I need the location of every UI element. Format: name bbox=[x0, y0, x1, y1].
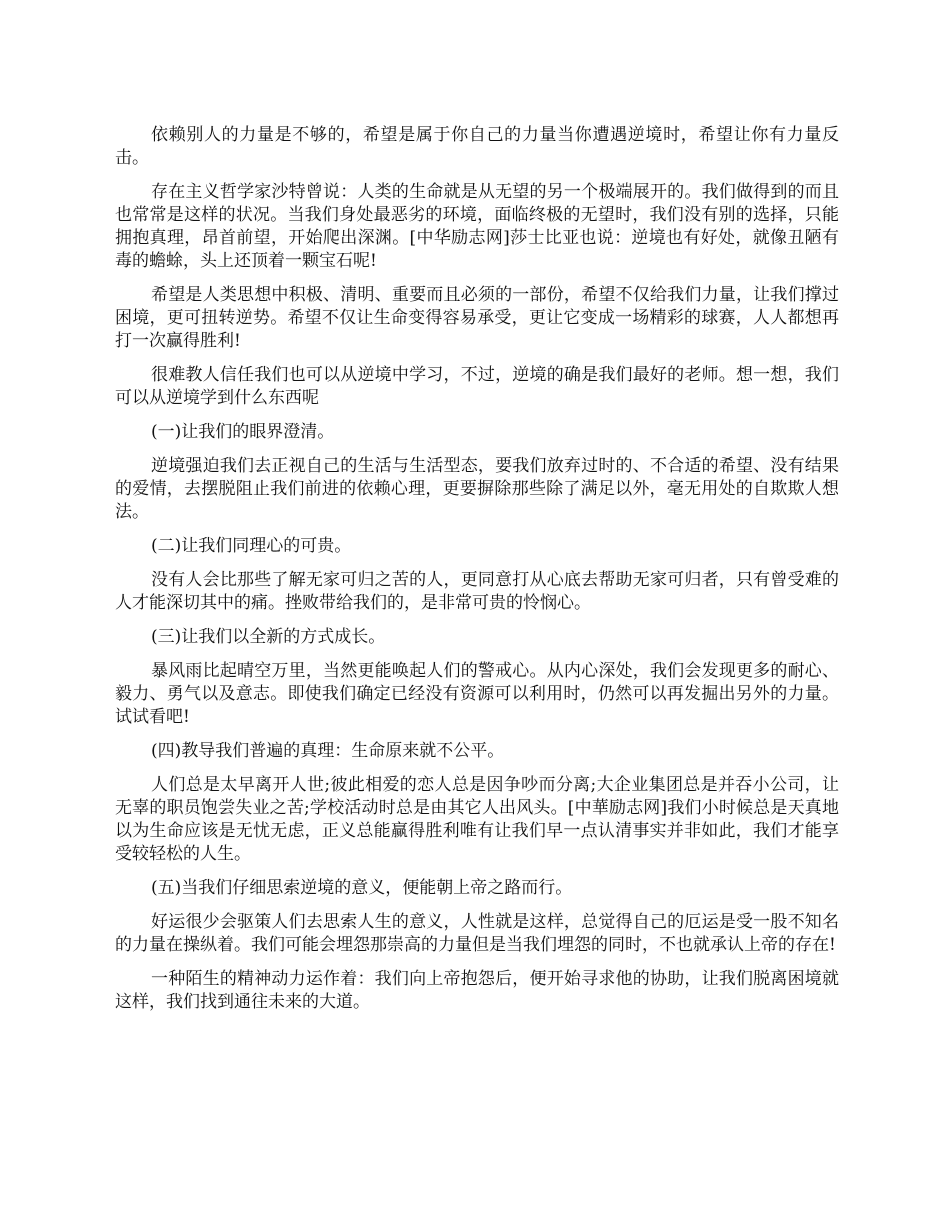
paragraph-intro: 依赖别人的力量是不够的，希望是属于你自己的力量当你遭遇逆境时，希望让你有力量反击。 bbox=[115, 125, 839, 168]
paragraph-learn: 很难教人信任我们也可以从逆境中学习，不过，逆境的确是我们最好的老师。想一想，我们可以从逆境学到什么东西呢 bbox=[115, 365, 839, 408]
paragraph-hope: 希望是人类思想中积极、清明、重要而且必须的一部份，希望不仅给我们力量，让我们撑过困境，更可扭转逆势。希望不仅让生命变得容易承受，更让它变成一场精彩的球赛，人人都想再打一次赢得胜利! bbox=[115, 285, 839, 351]
paragraph-point-5: 好运很少会驱策人们去思索人生的意义，人性就是这样，总觉得自己的厄运是受一股不知名的力量在操纵着。我们可能会埋怨那崇高的力量但是当我们埋怨的同时，不也就承认上帝的存在! bbox=[115, 912, 839, 955]
heading-point-4: (四)教导我们普遍的真理：生命原来就不公平。 bbox=[151, 741, 505, 761]
heading-point-5: (五)当我们仔细思索逆境的意义，便能朝上帝之路而行。 bbox=[151, 878, 573, 898]
paragraph-point-4: 人们总是太早离开人世;彼此相爱的恋人总是因争吵而分离;大企业集团总是并吞小公司，让无辜的职员饱尝失业之苦;学校活动时总是由其它人出风头。[中華励志网]我们小时候总是天真地以为生命应该是无忧无虑，正义总能赢得胜利唯有让我们早一点认清事实并非如此，我们才能享受较轻松的人生。 bbox=[115, 775, 839, 864]
paragraph-point-2: 没有人会比那些了解无家可归之苦的人，更同意打从心底去帮助无家可归者，只有曾受难的人才能深切其中的痛。挫败带给我们的，是非常可贵的怜悯心。 bbox=[115, 570, 839, 613]
paragraph-sartre: 存在主义哲学家沙特曾说：人类的生命就是从无望的另一个极端展开的。我们做得到的而且也常常是这样的状况。当我们身处最恶劣的环境，面临终极的无望时，我们没有别的选择，只能拥抱真理，昂首前望，开始爬出深渊。[中华励志网]莎士比亚也说：逆境也有好处，就像丑陋有毒的蟾蜍，头上还顶着一颗宝石呢! bbox=[115, 182, 839, 271]
paragraph-point-1: 逆境强迫我们去正视自己的生活与生活型态，要我们放弃过时的、不合适的希望、没有结果的爱情，去摆脱阻止我们前进的依赖心理，更要摒除那些除了满足以外，毫无用处的自欺欺人想法。 bbox=[115, 456, 839, 522]
paragraph-closing: 一种陌生的精神动力运作着：我们向上帝抱怨后，便开始寻求他的协助，让我们脱离困境就这样，我们找到通往未来的大道。 bbox=[115, 969, 839, 1012]
heading-point-3: (三)让我们以全新的方式成长。 bbox=[151, 627, 386, 647]
heading-point-2: (二)让我们同理心的可贵。 bbox=[151, 536, 352, 556]
document-page bbox=[115, 124, 839, 1025]
paragraph-point-3: 暴风雨比起晴空万里，当然更能唤起人们的警戒心。从内心深处，我们会发现更多的耐心、毅力、勇气以及意志。即使我们确定已经没有资源可以利用时，仍然可以再发掘出另外的力量。试试看吧! bbox=[115, 661, 839, 727]
heading-point-1: (一)让我们的眼界澄清。 bbox=[151, 422, 335, 442]
